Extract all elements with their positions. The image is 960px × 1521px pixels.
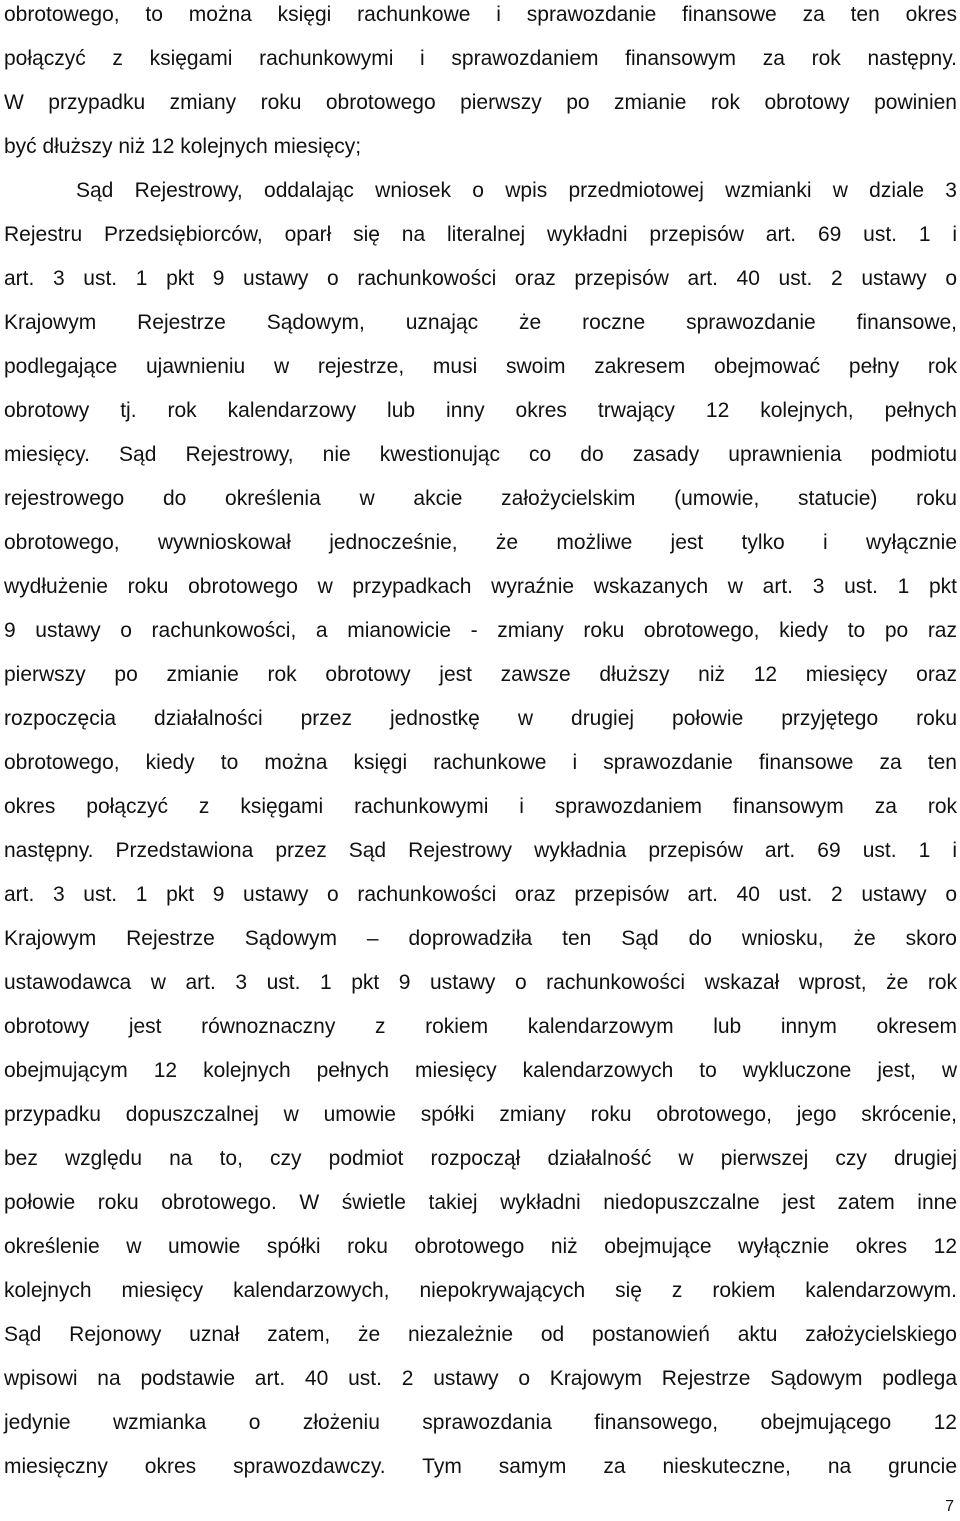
text-line-10: obrotowy tj. rok kalendarzowy lub inny okres trwający 12 kolejnych, pełnych [4,399,957,422]
text-line-33: jedynie wzmianka o złożeniu sprawozdania finansowego, obejmującego 12 [4,1411,957,1434]
text-line-23: ustawodawca w art. 3 ust. 1 pkt 9 ustawy o rachunkowości wskazał wprost, że rok [4,971,957,994]
text-line-9: podlegające ujawnieniu w rejestrze, musi swoim zakresem obejmować pełny rok [4,355,957,378]
text-line-18: obrotowego, kiedy to można księgi rachunkowe i sprawozdanie finansowe za ten [4,751,957,774]
text-line-14: wydłużenie roku obrotowego w przypadkach wyraźnie wskazanych w art. 3 ust. 1 pkt [4,575,957,598]
page-number: 7 [945,1498,954,1515]
text-line-11: miesięcy. Sąd Rejestrowy, nie kwestionując co do zasady uprawnienia podmiotu [4,443,957,466]
text-line-21: art. 3 ust. 1 pkt 9 ustawy o rachunkowości oraz przepisów art. 40 ust. 2 ustawy o [4,883,957,906]
text-line-31: Sąd Rejonowy uznał zatem, że niezależnie od postanowień aktu założycielskiego [4,1323,957,1346]
text-line-25: obejmującym 12 kolejnych pełnych miesięcy kalendarzowych to wykluczone jest, w [4,1059,957,1082]
text-line-6: Rejestru Przedsiębiorców, oparł się na literalnej wykładni przepisów art. 69 ust. 1 i [4,223,957,246]
text-line-27: bez względu na to, czy podmiot rozpoczął działalność w pierwszej czy drugiej [4,1147,957,1170]
text-line-1: obrotowego, to można księgi rachunkowe i sprawozdanie finansowe za ten okres [4,3,957,26]
text-line-2: połączyć z księgami rachunkowymi i sprawozdaniem finansowym za rok następny. [4,47,957,70]
text-line-17: rozpoczęcia działalności przez jednostkę w drugiej połowie przyjętego roku [4,707,957,730]
text-line-4: być dłuższy niż 12 kolejnych miesięcy; [4,135,362,158]
text-line-26: przypadku dopuszczalnej w umowie spółki zmiany roku obrotowego, jego skrócenie, [4,1103,957,1126]
text-line-3: W przypadku zmiany roku obrotowego pierwszy po zmianie rok obrotowy powinien [4,91,957,114]
text-line-16: pierwszy po zmianie rok obrotowy jest zawsze dłuższy niż 12 miesięcy oraz [4,663,957,686]
text-line-7: art. 3 ust. 1 pkt 9 ustawy o rachunkowości oraz przepisów art. 40 ust. 2 ustawy o [4,267,957,290]
text-line-15: 9 ustawy o rachunkowości, a mianowicie - zmiany roku obrotowego, kiedy to po raz [4,619,957,642]
text-line-32: wpisowi na podstawie art. 40 ust. 2 ustawy o Krajowym Rejestrze Sądowym podlega [4,1367,957,1390]
text-line-22: Krajowym Rejestrze Sądowym – doprowadziła ten Sąd do wniosku, że skoro [4,927,957,950]
text-line-5: Sąd Rejestrowy, oddalając wniosek o wpis przedmiotowej wzmianki w dziale 3 [76,179,957,202]
text-line-8: Krajowym Rejestrze Sądowym, uznając że roczne sprawozdanie finansowe, [4,311,957,334]
text-line-19: okres połączyć z księgami rachunkowymi i sprawozdaniem finansowym za rok [4,795,957,818]
text-line-13: obrotowego, wywnioskował jednocześnie, że możliwe jest tylko i wyłącznie [4,531,957,554]
text-line-24: obrotowy jest równoznaczny z rokiem kalendarzowym lub innym okresem [4,1015,957,1038]
text-line-30: kolejnych miesięcy kalendarzowych, niepokrywających się z rokiem kalendarzowym. [4,1279,957,1302]
text-line-12: rejestrowego do określenia w akcie założycielskim (umowie, statucie) roku [4,487,957,510]
text-line-34: miesięczny okres sprawozdawczy. Tym samym za nieskuteczne, na gruncie [4,1455,957,1478]
text-line-29: określenie w umowie spółki roku obrotowego niż obejmujące wyłącznie okres 12 [4,1235,957,1258]
text-line-20: następny. Przedstawiona przez Sąd Rejestrowy wykładnia przepisów art. 69 ust. 1 i [4,839,957,862]
text-line-28: połowie roku obrotowego. W świetle takiej wykładni niedopuszczalne jest zatem inne [4,1191,957,1214]
